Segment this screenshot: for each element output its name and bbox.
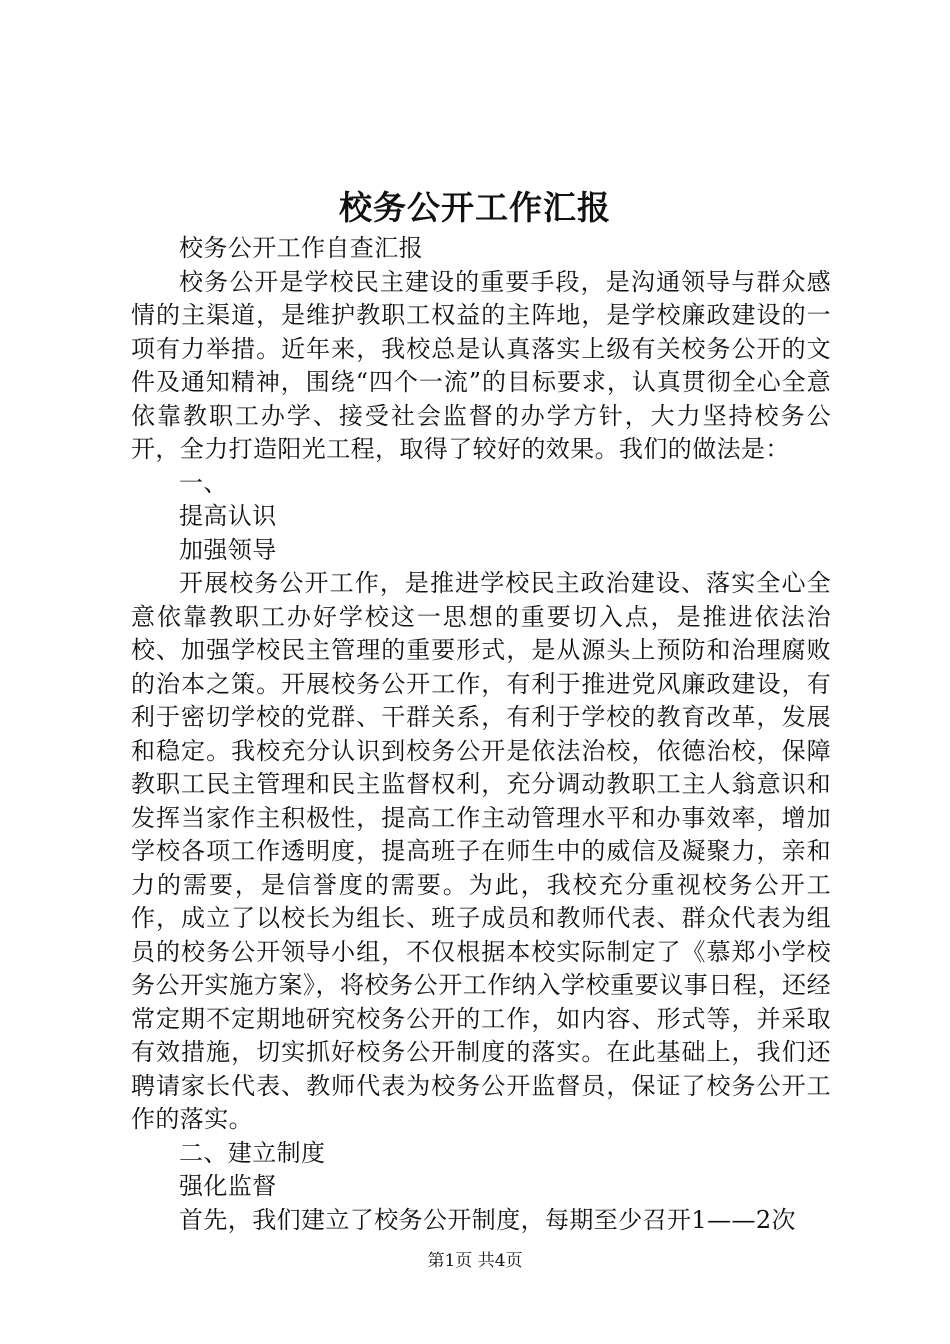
- body-paragraph: 首先，我们建立了校务公开制度，每期至少召开1——2次: [179, 1205, 796, 1234]
- section-heading: 加强领导: [179, 535, 277, 564]
- section-heading: 提高认识: [179, 502, 277, 530]
- subtitle-paragraph: 校务公开工作自查汇报: [179, 234, 423, 262]
- section-number: 一、: [179, 468, 228, 497]
- page-footer: 第1页 共4页: [427, 1251, 523, 1271]
- section-heading: 强化监督: [179, 1172, 277, 1200]
- document-title: 校务公开工作汇报: [339, 188, 611, 227]
- body-paragraph: 开展校务公开工作，是推进学校民主政治建设、落实全心全意依靠教职工办好学校这一思想的重要切入点，是推进依法治校、加强学校民主管理的重要形式，是从源头上预防和治理腐败的治本之策。开展校务公开工作，有利于推进党风廉政建设，有利于密切学校的党群、干群关系，有利于学校的教育改革，发展和稳定。我校充分认识到校务公开是依法治校，依德治校，保障教职工民主管理和民主监督权利，充分调动教职工主人翁意识和发挥当家作主积极性，提高工作主动管理水平和办事效率，增加学校各项工作透明度，提高班子在师生中的威信及凝聚力，亲和力的需要，是信誉度的需要。为此，我校充分重视校务公开工作，成立了以校长为组长、班子成员和教师代表、群众代表为组员的校务公开领导小组，不仅根据本校实际制定了《慕郑小学校务公开实施方案》，将校务公开工作纳入学校重要议事日程，还经常定期不定期地研究校务公开的工作，如内容、形式等，并采取有效措施，切实抓好校务公开制度的落实。在此基础上，我们还聘请家长代表、教师代表为校务公开监督员，保证了校务公开工作的落实。: [131, 569, 831, 1133]
- intro-paragraph: 校务公开是学校民主建设的重要手段，是沟通领导与群众感情的主渠道，是维护教职工权益的主阵地，是学校廉政建设的一项有力举措。近年来，我校总是认真落实上级有关校务公开的文件及通知精神，围绕“四个一流”的目标要求，认真贯彻全心全意依靠教职工办学、接受社会监督的办学方针，大力坚持校务公开，全力打造阳光工程，取得了较好的效果。我们的做法是：: [131, 267, 831, 463]
- document-body: [131, 232, 831, 1237]
- section-heading: 二、建立制度: [179, 1138, 326, 1167]
